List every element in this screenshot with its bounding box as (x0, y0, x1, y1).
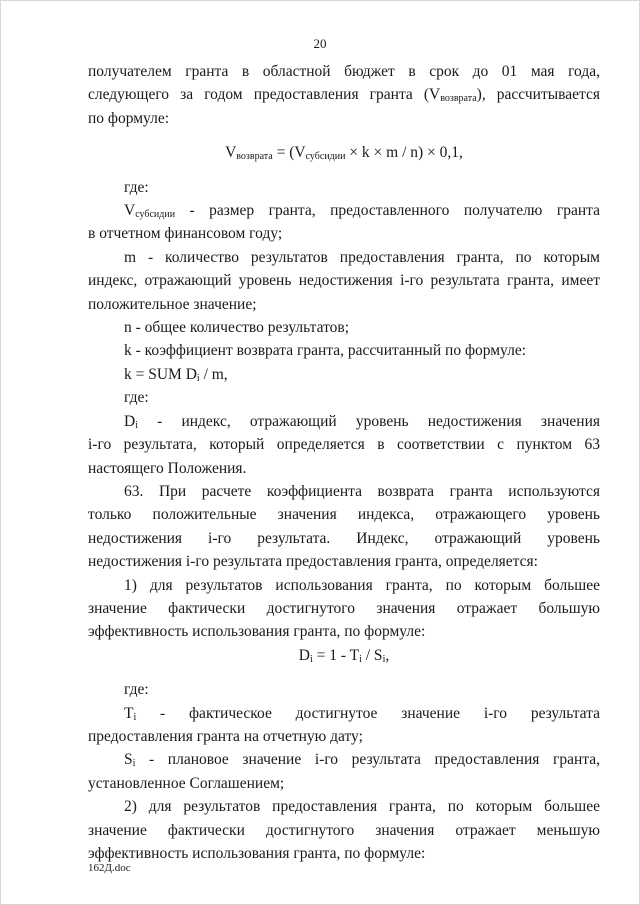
text-line: n - общее количество результатов; (124, 319, 350, 337)
text-line: настоящего Положения. (88, 459, 247, 477)
subscript: возврата (236, 151, 273, 163)
text-line: 2) для результатов предоставления гранта, по которым большее (124, 798, 600, 816)
subscript: i (135, 419, 138, 431)
text-line: значение фактически достигнутого значения отражает большую (88, 599, 600, 617)
text-line: индекс, отражающий уровень недостижения i-го результата гранта, имеет (88, 272, 600, 290)
text-line: где: (124, 178, 149, 196)
subscript: субсидии (305, 151, 346, 163)
text-line: k - коэффициент возврата гранта, рассчитанный по формуле: (124, 342, 527, 360)
subscript: i (382, 653, 386, 665)
page-number: 20 (313, 36, 327, 51)
text-run: D (124, 412, 136, 430)
text-line: значение фактически достигнутого значения отражает меньшую (88, 821, 600, 839)
formula-part: = 1 - T (312, 646, 360, 664)
text-line: 1) для результатов использования гранта, по которым большее (124, 576, 600, 594)
text-run: S (124, 751, 133, 769)
formula-part: V (225, 144, 237, 162)
text-line: эффективность использования гранта, по формуле: (88, 623, 426, 641)
subscript: i (196, 372, 200, 384)
text-line (88, 199, 600, 222)
text-run: - плановое значение i-го результата предоставления гранта, (135, 751, 600, 769)
subscript: субсидии (135, 209, 176, 221)
text-line: m - количество результатов предоставления гранта, по которым (124, 248, 600, 266)
text-line: только положительные значения индекса, отражающего уровень (88, 506, 600, 524)
formula-v-vozvrata (88, 141, 600, 164)
formula-part: k = SUM D (124, 365, 197, 383)
text-line: 63. При расчете коэффициента возврата гранта используются (124, 482, 600, 500)
text-line (88, 410, 600, 433)
text-line (88, 83, 600, 106)
text-run: следующего за годом предоставления гранта (V (88, 86, 441, 104)
text-line: положительное значение; (88, 295, 257, 313)
text-line (88, 748, 600, 771)
formula-k (88, 363, 600, 386)
formula-part: = (V (272, 144, 306, 162)
formula-part: D (298, 646, 310, 664)
text-line: эффективность использования гранта, по формуле: (88, 845, 426, 862)
text-line: где: (124, 681, 149, 699)
subscript: i (359, 653, 362, 665)
text-line: i-го результата, который определяется в соответствии с пунктом 63 (88, 436, 600, 454)
formula-part: , (385, 646, 390, 664)
document-body (88, 60, 600, 865)
subscript: i (309, 653, 313, 665)
text-run: - индекс, отражающий уровень недостижения значения (137, 412, 600, 430)
text-line: получателем гранта в областной бюджет в срок до 01 мая года, (88, 63, 600, 80)
formula-part: / S (361, 646, 383, 664)
text-line: установленное Соглашением; (88, 774, 285, 792)
text-line: в отчетном финансовом году; (88, 225, 283, 243)
text-line: предоставления гранта на отчетную дату; (88, 727, 363, 745)
text-run: - размер гранта, предоставленного получателю гранта (175, 202, 600, 220)
formula-part: / m, (199, 365, 228, 383)
text-run: V (124, 202, 136, 220)
text-line: где: (124, 389, 149, 407)
text-line: по формуле: (88, 109, 170, 127)
formula-d (88, 644, 600, 667)
subscript: i (132, 758, 136, 770)
text-run: - фактическое достигнутое значение i-го результата (136, 704, 600, 722)
formula-part: × k × m / n) × 0,1, (345, 144, 463, 162)
text-run: ), рассчитывается (476, 86, 600, 104)
footer-filename: 162Д.doc (88, 862, 131, 874)
text-run: T (124, 704, 134, 722)
text-line: недостижения i-го результата предоставления гранта, определяется: (88, 553, 538, 571)
subscript: возврата (440, 93, 477, 105)
text-line (88, 702, 600, 725)
subscript: i (133, 711, 137, 723)
text-line: недостижения i-го результата. Индекс, отражающий уровень (88, 529, 600, 547)
